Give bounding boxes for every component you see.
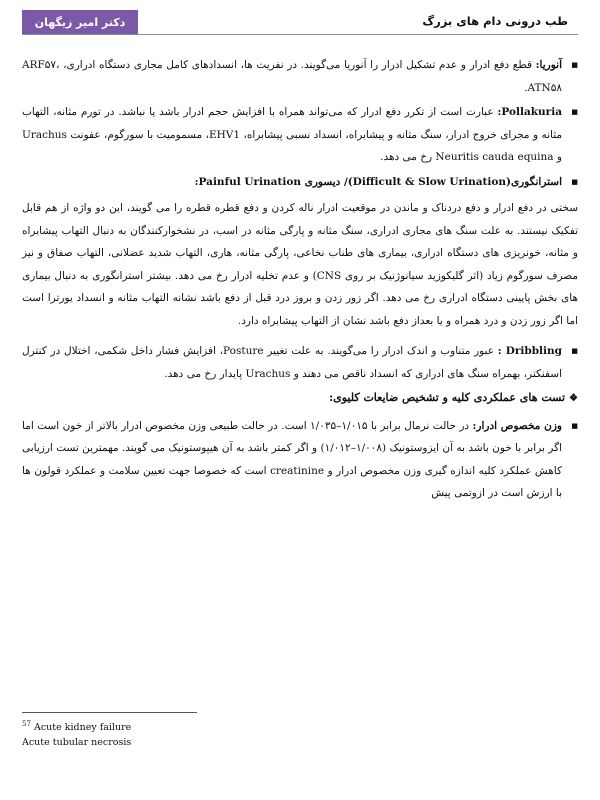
diamond-bullet-icon: ❖ — [569, 393, 578, 404]
stranguria-term: استرانگوری — [510, 175, 562, 188]
anuria-term: آنوریا: — [535, 59, 563, 71]
author-badge: دکتر امیر زیگهان — [22, 10, 138, 34]
pollakuria-item — [22, 101, 578, 169]
anuria-text: قطع دفع ادرار و عدم تشکیل ادرار را آنوریا می‌گویند. در نفریت ها، انسدادهای کامل مجاری دستگاه ادراری، ARF۵۷، ATN۵۸. — [22, 59, 562, 94]
footnote-number: 57 — [22, 720, 31, 728]
dribbling-item — [22, 340, 578, 385]
page-header — [22, 10, 578, 35]
tests-heading — [22, 387, 578, 411]
specific-gravity-term: وزن مخصوص ادرار: — [472, 419, 562, 432]
anuria-item — [22, 54, 578, 99]
specific-gravity-item — [22, 415, 578, 505]
footnotes — [22, 712, 197, 750]
pollakuria-term: Pollakuria: — [497, 106, 563, 118]
stranguria-paragraph: سختی در دفع ادرار و دفع دردناک و ماندن در موقعیت ادرار ناله کردن و دفع قطره قطره را می گویند، این دو واژه از هم قابل تفکیک نیستند. به علت سنگ های مجاری ادراری، سنگ مثانه و پارگی مثانه در اسب، در نشخوارکنندگان به دنبال التهاب پیشابراه و مثانه، خونریزی های دستگاه ادراری، بیماری های طناب نخاعی، پارگی مثانه، هاری، التهاب شدید عضلانی، التهاب صفاق و نیز مصرف سورگوم زیاد (اثر گلیکوزید سیانوژنیک بر روی CNS) و عدم تخلیه ادرار رخ می دهد. بیشتر استرانگوری به دنبال بیماری های بخش پایینی دستگاه ادراری رخ می دهد. اگر زور زدن و بروز درد قبل از دفع باشد نشانه التهاب مثانه و انسداد یورترا است اما اگر زور زدن و درد همراه و یا بعداز دفع باشد نشان از التهاب پیشابراه دارد. — [22, 202, 578, 327]
pollakuria-text: عبارت است از تکرر دفع ادرار که می‌تواند همراه با افزایش حجم ادرار باشد یا نباشد. در تورم مثانه، التهاب مثانه و مجرای خروج ادرار، سنگ مثانه و پیشابراه، انسداد نسبی پیشابراه، EHV1، مسمومیت با سورگوم، عفونت Urachus و Neuritis cauda equina رخ می دهد. — [22, 106, 562, 163]
page-body — [22, 54, 578, 507]
footnote-57-text: Acute kidney failure — [33, 722, 132, 734]
specific-gravity-text: در حالت نرمال برابر با ۱/۰۱۵–۱/۰۳۵ است. در حالت طبیعی وزن مخصوص ادرار بالاتر از خون است اما اگر برابر با خون باشد به آن ایزوستونیک (۱/۰۰۸–۱/۰۱۲) و اگر کمتر باشد به آن هیپوستونیک می گویند. مهمترین تست ارزیابی کاهش عملکرد کلیه اندازه گیری وزن مخصوص ادرار و creatinine است که خصوصا جهت تعیین سلامت و عملکرد قولون ها با ارزش است در ازوتمی پیش — [22, 419, 562, 499]
dribbling-term: Dribbling : — [497, 345, 563, 357]
stranguria-text: (Difficult & Slow Urination)/ دیسوری Painful Urination: — [194, 175, 511, 188]
book-title: طب درونی دام های بزرگ — [422, 14, 568, 28]
footnote-57 — [22, 717, 197, 735]
tests-heading-text: تست های عملکردی کلیه و تشخیص ضایعات کلیوی: — [329, 391, 566, 404]
footnote-58: Acute tubular necrosis — [22, 737, 132, 749]
stranguria-item — [22, 171, 578, 194]
dribbling-text: عبور متناوب و اندک ادرار را می‌گویند. به علت تغییر Posture، افزایش فشار داخل شکمی، اختلال در کنترل اسفنکتر، بهمراه سنگ های ادراری که انسداد ناقص می دهند و Urachus پایدار رخ می دهد. — [22, 345, 562, 380]
